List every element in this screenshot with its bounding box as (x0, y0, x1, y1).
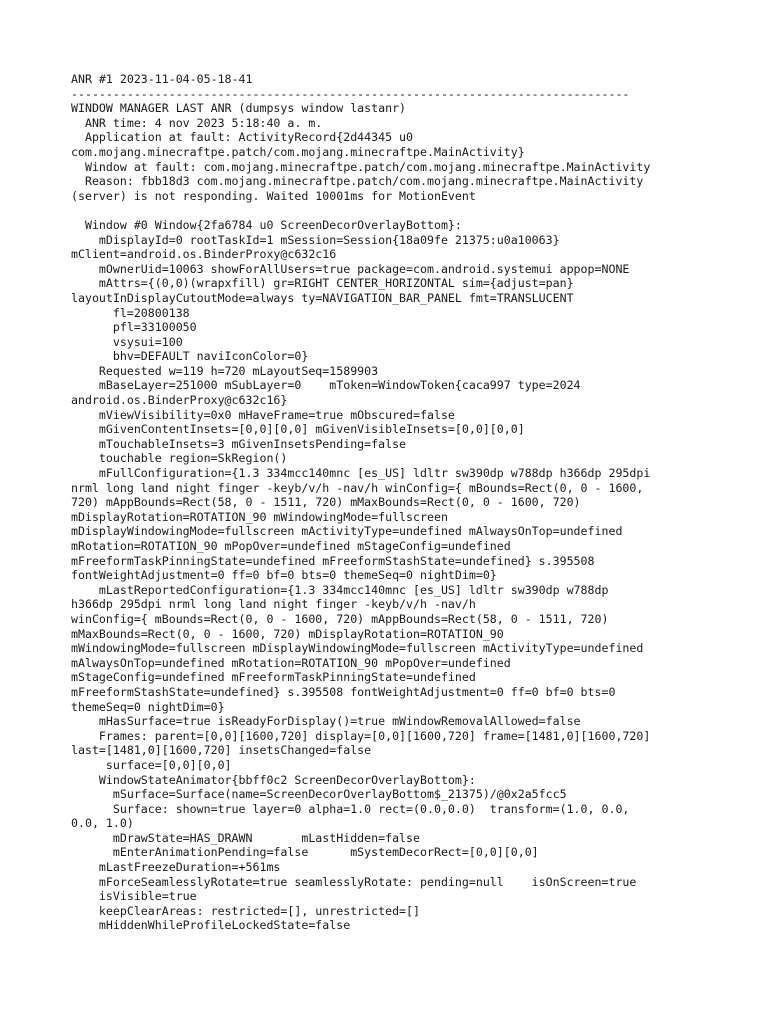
log-line: mGivenContentInsets=[0,0][0,0] mGivenVisibleInsets=[0,0][0,0] (71, 422, 525, 437)
log-line: Reason: fbb18d3 com.mojang.minecraftpe.patch/com.mojang.minecraftpe.MainActivity (71, 174, 644, 189)
log-line: nrml long land night finger -keyb/v/h -nav/h winConfig={ mBounds=Rect(0, 0 - 1600, (71, 480, 644, 495)
log-line: WindowStateAnimator{bbff0c2 ScreenDecorOverlayBottom}: (71, 772, 476, 787)
log-line: mTouchableInsets=3 mGivenInsetsPending=false (71, 436, 407, 451)
log-line: mDisplayId=0 rootTaskId=1 mSession=Session{18a09fe 21375:u0a10063} (71, 232, 560, 247)
log-line: mLastReportedConfiguration={1.3 334mcc140mnc [es_US] ldltr sw390dp w788dp (71, 582, 609, 597)
log-line: mEnterAnimationPending=false mSystemDecorRect=[0,0][0,0] (71, 845, 539, 860)
log-line: 720) mAppBounds=Rect(58, 0 - 1511, 720) mMaxBounds=Rect(0, 0 - 1600, 720) (71, 495, 581, 510)
log-line: Surface: shown=true layer=0 alpha=1.0 rect=(0.0,0.0) transform=(1.0, 0.0, (71, 801, 630, 816)
log-line: mLastFreezeDuration=+561ms (71, 860, 281, 875)
log-line: winConfig={ mBounds=Rect(0, 0 - 1600, 720) mAppBounds=Rect(58, 0 - 1511, 720) (71, 611, 609, 626)
log-line: mAlwaysOnTop=undefined mRotation=ROTATION_90 mPopOver=undefined (71, 655, 511, 670)
log-line: Window at fault: com.mojang.minecraftpe.patch/com.mojang.minecraftpe.MainActivity (71, 159, 651, 174)
log-line: h366dp 295dpi nrml long land night finger -keyb/v/h -nav/h (71, 597, 476, 612)
log-line: -------------------------------------------------------------------------------- (71, 86, 630, 101)
log-line: (server) is not responding. Waited 10001ms for MotionEvent (71, 188, 476, 203)
log-line: mMaxBounds=Rect(0, 0 - 1600, 720) mDisplayRotation=ROTATION_90 (71, 626, 504, 641)
log-line: touchable region=SkRegion() (71, 451, 288, 466)
log-line: bhv=DEFAULT naviIconColor=0} (71, 349, 309, 364)
log-line: pfl=33100050 (71, 320, 197, 335)
log-line: com.mojang.minecraftpe.patch/com.mojang.minecraftpe.MainActivity} (71, 144, 525, 159)
log-line: fontWeightAdjustment=0 ff=0 bf=0 bts=0 themeSeq=0 nightDim=0} (71, 568, 497, 583)
log-line: ANR #1 2023-11-04-05-18-41 (71, 72, 253, 86)
log-line: themeSeq=0 nightDim=0} (71, 699, 225, 714)
log-line: mStageConfig=undefined mFreeformTaskPinningState=undefined (71, 670, 476, 685)
log-line: mOwnerUid=10063 showForAllUsers=true package=com.android.systemui appop=NONE (71, 261, 630, 276)
log-line: Frames: parent=[0,0][1600,720] display=[0,0][1600,720] frame=[1481,0][1600,720] (71, 728, 651, 743)
log-line: mFullConfiguration={1.3 334mcc140mnc [es_US] ldltr sw390dp w788dp h366dp 295dpi (71, 466, 651, 481)
log-line: 0.0, 1.0) (71, 816, 134, 831)
log-line: mWindowingMode=fullscreen mDisplayWindowingMode=fullscreen mActivityType=undefined (71, 641, 644, 656)
log-line: keepClearAreas: restricted=[], unrestricted=[] (71, 903, 421, 918)
log-line: Requested w=119 h=720 mLayoutSeq=1589903 (71, 363, 379, 378)
log-line: mViewVisibility=0x0 mHaveFrame=true mObscured=false (71, 407, 455, 422)
log-line: mAttrs={(0,0)(wrapxfill) gr=RIGHT CENTER_HORIZONTAL sim={adjust=pan} (71, 276, 574, 291)
log-line: last=[1481,0][1600,720] insetsChanged=false (71, 743, 372, 758)
log-line: mDrawState=HAS_DRAWN mLastHidden=false (71, 830, 421, 845)
log-line: mRotation=ROTATION_90 mPopOver=undefined mStageConfig=undefined (71, 539, 511, 553)
log-line: mForceSeamlesslyRotate=true seamlesslyRotate: pending=null isOnScreen=true (71, 874, 637, 889)
log-line: Window #0 Window{2fa6784 u0 ScreenDecorOverlayBottom}: (71, 217, 462, 232)
log-line: android.os.BinderProxy@c632c16} (71, 393, 288, 408)
log-line: mDisplayRotation=ROTATION_90 mWindowingMode=fullscreen (71, 509, 448, 524)
log-line: mSurface=Surface(name=ScreenDecorOverlayBottom$_21375)/@0x2a5fcc5 (71, 787, 567, 802)
log-line: mHiddenWhileProfileLockedState=false (71, 918, 351, 933)
log-line: mBaseLayer=251000 mSubLayer=0 mToken=WindowToken{caca997 type=2024 (71, 378, 581, 393)
log-line: surface=[0,0][0,0] (71, 757, 232, 772)
log-line: mClient=android.os.BinderProxy@c632c16 (71, 247, 337, 262)
log-line: isVisible=true (71, 889, 197, 904)
log-line: vsysui=100 (71, 334, 183, 349)
log-line: mDisplayWindowingMode=fullscreen mActivityType=undefined mAlwaysOnTop=undefined (71, 524, 623, 539)
anr-log-text (71, 72, 751, 933)
log-line: fl=20800138 (71, 305, 190, 320)
log-line: mHasSurface=true isReadyForDisplay()=true mWindowRemovalAllowed=false (71, 714, 581, 729)
log-line: ANR time: 4 nov 2023 5:18:40 a. m. (71, 115, 323, 130)
log-line (71, 203, 751, 218)
log-line: mFreeformTaskPinningState=undefined mFreeformStashState=undefined} s.395508 (71, 553, 595, 568)
log-line: mFreeformStashState=undefined} s.395508 fontWeightAdjustment=0 ff=0 bf=0 bts=0 (71, 684, 616, 699)
log-line: WINDOW MANAGER LAST ANR (dumpsys window lastanr) (71, 101, 407, 116)
log-line: Application at fault: ActivityRecord{2d44345 u0 (71, 130, 414, 145)
log-line: layoutInDisplayCutoutMode=always ty=NAVIGATION_BAR_PANEL fmt=TRANSLUCENT (71, 290, 574, 305)
